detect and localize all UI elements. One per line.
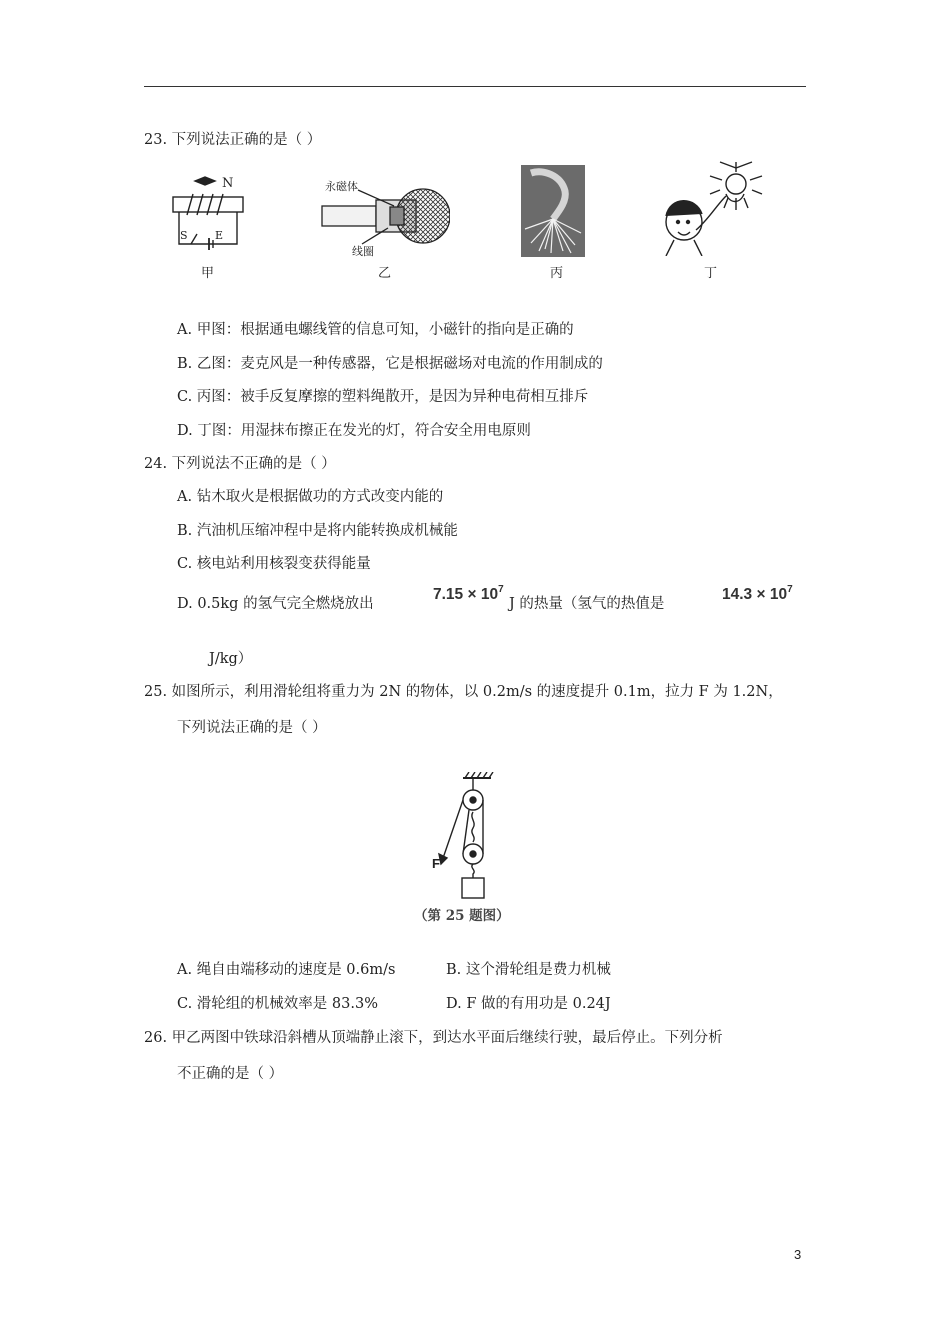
magnet-label: 永磁体 [325, 180, 358, 193]
battery-e-label: E [215, 229, 224, 242]
q23-option-c: C. 丙图：被手反复摩擦的塑料绳散开，是因为异种电荷相互排斥 [177, 389, 589, 405]
switch-s-label: S [180, 229, 188, 242]
figure-yi-label: 乙 [378, 266, 392, 281]
q24-stem: 24. 下列说法不正确的是（ ） [144, 456, 336, 472]
page-number: 3 [794, 1247, 802, 1262]
solenoid-figure [165, 172, 250, 252]
q25-stem-line1: 25. 如图所示，利用滑轮组将重力为 2N 的物体，以 0.2m/s 的速度提升 0.1m，拉力 F 为 1.2N， [144, 684, 783, 700]
plastic-rope-photo [521, 165, 585, 257]
q25-stem-line2: 下列说法正确的是（ ） [177, 720, 327, 736]
force-f-label: F [432, 856, 440, 871]
q24-option-d-prefix: D. 0.5kg 的氢气完全燃烧放出 [177, 596, 374, 612]
compass-needle-icon [195, 177, 215, 185]
compass-n-label: N [222, 176, 234, 191]
q25-option-d: D. F 做的有用功是 0.24J [446, 996, 611, 1012]
heat-value-expression: $7.15 \times 10^7$ [433, 584, 504, 603]
q24-option-c: C. 核电站利用核裂变获得能量 [177, 556, 371, 572]
q26-stem-line2: 不正确的是（ ） [177, 1066, 284, 1082]
figure-ding-label: 丁 [704, 266, 718, 281]
calorific-value-expression: $14.3 \times 10^7$ [722, 584, 793, 603]
figure-25-caption: （第 25 题图） [414, 908, 510, 924]
q25-option-a: A. 绳自由端移动的速度是 0.6m/s [177, 962, 396, 978]
pulley-system-figure [425, 772, 505, 902]
header-rule [144, 86, 806, 87]
q25-option-c: C. 滑轮组的机械效率是 83.3% [177, 996, 378, 1012]
q24-option-d-mid: J 的热量（氢气的热值是 [509, 596, 665, 612]
q23-stem: 23. 下列说法正确的是（ ） [144, 132, 322, 148]
figure-bing-label: 丙 [550, 266, 564, 281]
q23-option-b: B. 乙图：麦克风是一种传感器，它是根据磁场对电流的作用制成的 [177, 356, 603, 372]
q24-option-d-tail: J/kg） [209, 651, 253, 667]
q23-option-a: A. 甲图：根据通电螺线管的信息可知，小磁针的指向是正确的 [177, 322, 574, 338]
q24-option-a: A. 钻木取火是根据做功的方式改变内能的 [177, 489, 444, 505]
boy-wiping-lamp-figure [656, 160, 786, 256]
q24-option-b: B. 汽油机压缩冲程中是将内能转换成机械能 [177, 523, 458, 539]
coil-label: 线圈 [352, 245, 374, 258]
q26-stem-line1: 26. 甲乙两图中铁球沿斜槽从顶端静止滚下，到达水平面后继续行驶，最后停止。下列分析 [144, 1030, 723, 1046]
q23-option-d: D. 丁图：用湿抹布擦正在发光的灯，符合安全用电原则 [177, 423, 531, 439]
figure-jia-label: 甲 [201, 266, 215, 281]
q25-option-b: B. 这个滑轮组是费力机械 [446, 962, 611, 978]
